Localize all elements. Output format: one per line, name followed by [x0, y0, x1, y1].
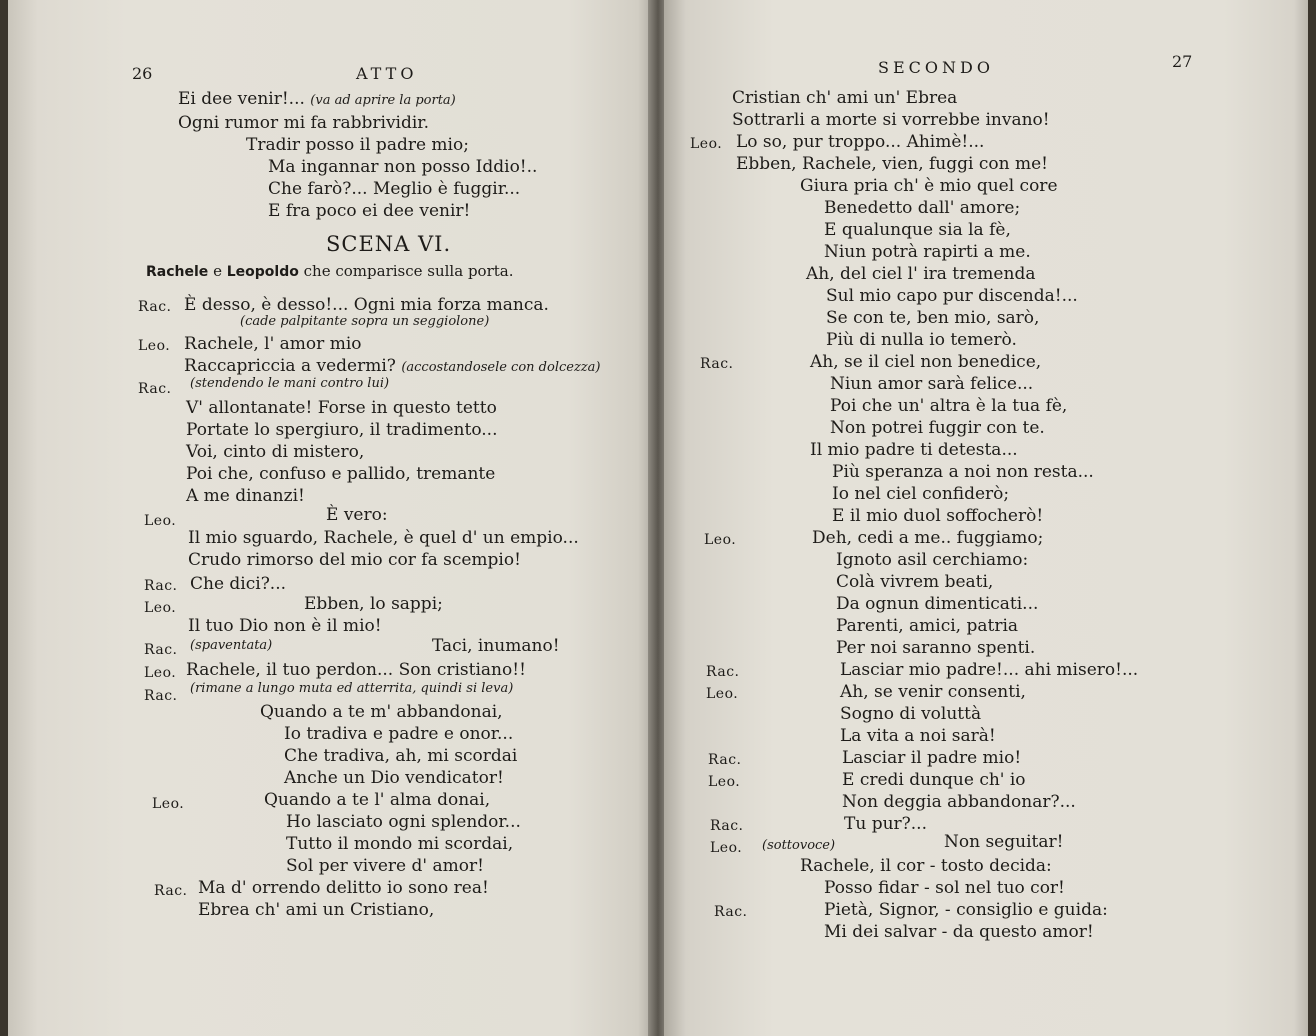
verse-line: Poi che, confuso e pallido, tremante	[186, 464, 496, 484]
verse-line: Che farò?... Meglio è fuggir...	[268, 179, 521, 199]
verse-line: Non deggia abbandonar?...	[842, 792, 1076, 812]
speaker-label: Rac.	[144, 578, 178, 594]
verse-line: E credi dunque ch' io	[842, 770, 1026, 790]
verse-line: Pietà, Signor, - consiglio e guida:	[824, 900, 1108, 920]
speaker-label: Rac.	[706, 664, 740, 680]
verse-line: Parenti, amici, patria	[836, 616, 1019, 636]
scene-characters: Rachele e Leopoldo che comparisce sulla porta.	[146, 262, 514, 280]
verse-line: Da ognun dimenticati...	[836, 594, 1039, 614]
speaker-label: Rac.	[710, 818, 744, 834]
speaker-label: Leo.	[708, 774, 741, 790]
speaker-label: Leo.	[710, 840, 743, 856]
verse-line: Se con te, ben mio, sarò,	[826, 308, 1040, 328]
verse-line: Il tuo Dio non è il mio!	[188, 616, 382, 636]
scene-title: SCENA VI.	[326, 232, 452, 256]
speaker-label: Leo.	[138, 338, 171, 354]
verse-line: Lasciar mio padre!... ahi misero!...	[840, 660, 1139, 680]
verse-line: E qualunque sia la fè,	[824, 220, 1011, 240]
verse-line: Posso fidar - sol nel tuo cor!	[824, 878, 1065, 898]
verse-line: È desso, è desso!... Ogni mia forza manca.	[184, 295, 549, 315]
verse-line: La vita a noi sarà!	[840, 726, 996, 746]
verse-line: Ma ingannar non posso Iddio!..	[268, 157, 538, 177]
speaker-label: Rac.	[708, 752, 742, 768]
running-header: ATTO	[356, 64, 418, 83]
verse-line: Rachele, il cor - tosto decida:	[800, 856, 1052, 876]
verse-line: Io nel ciel confiderò;	[832, 484, 1010, 504]
verse-line: È vero:	[326, 505, 388, 525]
speaker-label: Rac.	[154, 883, 188, 899]
speaker-label: Rac.	[700, 356, 734, 372]
verse-line: E il mio duol soffocherò!	[832, 506, 1044, 526]
verse-line: Ma d' orrendo delitto io sono rea!	[198, 878, 489, 898]
verse-line: Il mio sguardo, Rachele, è quel d' un empio...	[188, 528, 579, 548]
verse-line: Ah, se venir consenti,	[840, 682, 1026, 702]
verse-line: Che tradiva, ah, mi scordai	[284, 746, 518, 766]
verse-line: Giura pria ch' è mio quel core	[800, 176, 1058, 196]
verse-line: Quando a te m' abbandonai,	[260, 702, 503, 722]
verse-line: Non potrei fuggir con te.	[830, 418, 1045, 438]
speaker-label: Leo.	[144, 513, 177, 529]
verse-line: Lasciar il padre mio!	[842, 748, 1022, 768]
speaker-label: Leo.	[152, 796, 185, 812]
verse-line: Ah, del ciel l' ira tremenda	[806, 264, 1036, 284]
verse-line: Per noi saranno spenti.	[836, 638, 1036, 658]
verse-line: Niun amor sarà felice...	[830, 374, 1034, 394]
speaker-label: Rac.	[144, 688, 178, 704]
verse-line: Cristian ch' ami un' Ebrea	[732, 88, 958, 108]
verse-line: Più di nulla io temerò.	[826, 330, 1017, 350]
speaker-label: Leo.	[690, 136, 723, 152]
speaker-label: Leo.	[706, 686, 739, 702]
verse-line: Tutto il mondo mi scordai,	[286, 834, 514, 854]
verse-line: Portate lo spergiuro, il tradimento...	[186, 420, 498, 440]
speaker-label: Rac.	[144, 642, 178, 658]
verse-line: Crudo rimorso del mio cor fa scempio!	[188, 550, 521, 570]
speaker-label: Leo.	[704, 532, 737, 548]
page-number: 27	[1172, 52, 1193, 71]
verse-line: Voi, cinto di mistero,	[186, 442, 365, 462]
right-page	[664, 0, 1308, 1036]
speaker-label: Leo.	[144, 665, 177, 681]
verse-line: Ebben, lo sappi;	[304, 594, 443, 614]
verse-line: Non seguitar!	[944, 832, 1064, 852]
verse-line: Ogni rumor mi fa rabbrividir.	[178, 113, 429, 133]
verse-line: Lo so, pur troppo... Ahimè!...	[736, 132, 985, 152]
speaker-label: Rac.	[714, 904, 748, 920]
verse-line: Che dici?...	[190, 574, 287, 594]
verse-line: Taci, inumano!	[432, 636, 560, 656]
verse-line: Colà vivrem beati,	[836, 572, 994, 592]
verse-line: Ho lasciato ogni splendor...	[286, 812, 521, 832]
verse-line: Quando a te l' alma donai,	[264, 790, 491, 810]
stage-direction: (stendendo le mani contro lui)	[190, 376, 390, 391]
verse-line: A me dinanzi!	[186, 486, 305, 506]
verse-line: Io tradiva e padre e onor...	[284, 724, 514, 744]
verse-line: Ah, se il ciel non benedice,	[810, 352, 1042, 372]
verse-line: Sogno di voluttà	[840, 704, 982, 724]
verse-line: Mi dei salvar - da questo amor!	[824, 922, 1094, 942]
verse-line: Raccapriccia a vedermi? (accostandosele con dolcezza)	[184, 356, 601, 376]
verse-line: Ebrea ch' ami un Cristiano,	[198, 900, 435, 920]
verse-line: Sottrarli a morte si vorrebbe invano!	[732, 110, 1050, 130]
verse-line: Deh, cedi a me.. fuggiamo;	[812, 528, 1044, 548]
verse-line: Benedetto dall' amore;	[824, 198, 1021, 218]
running-header: SECONDO	[878, 58, 994, 77]
speaker-label: Rac.	[138, 381, 172, 397]
left-page	[8, 0, 656, 1036]
verse-line: Ignoto asil cerchiamo:	[836, 550, 1029, 570]
verse-line: Ei dee venir!... (va ad aprire la porta)	[178, 89, 456, 109]
stage-direction: (sottovoce)	[762, 838, 836, 853]
verse-line: Tradir posso il padre mio;	[246, 135, 469, 155]
verse-line: Sol per vivere d' amor!	[286, 856, 484, 876]
stage-direction: (rimane a lungo muta ed atterrita, quindi si leva)	[190, 681, 514, 696]
verse-line: Rachele, il tuo perdon... Son cristiano!!	[186, 660, 526, 680]
verse-line: Rachele, l' amor mio	[184, 334, 362, 354]
verse-line: Anche un Dio vendicator!	[284, 768, 504, 788]
speaker-label: Rac.	[138, 299, 172, 315]
verse-line: Ebben, Rachele, vien, fuggi con me!	[736, 154, 1048, 174]
verse-line: Niun potrà rapirti a me.	[824, 242, 1031, 262]
speaker-label: Leo.	[144, 600, 177, 616]
page-number: 26	[132, 64, 153, 83]
stage-direction: (spaventata)	[190, 638, 273, 653]
verse-line: E fra poco ei dee venir!	[268, 201, 471, 221]
stage-direction: (cade palpitante sopra un seggiolone)	[240, 314, 490, 329]
verse-line: Tu pur?...	[844, 814, 927, 834]
verse-line: Più speranza a noi non resta...	[832, 462, 1094, 482]
verse-line: V' allontanate! Forse in questo tetto	[186, 398, 497, 418]
verse-line: Sul mio capo pur discenda!...	[826, 286, 1078, 306]
verse-line: Il mio padre ti detesta...	[810, 440, 1018, 460]
verse-line: Poi che un' altra è la tua fè,	[830, 396, 1068, 416]
